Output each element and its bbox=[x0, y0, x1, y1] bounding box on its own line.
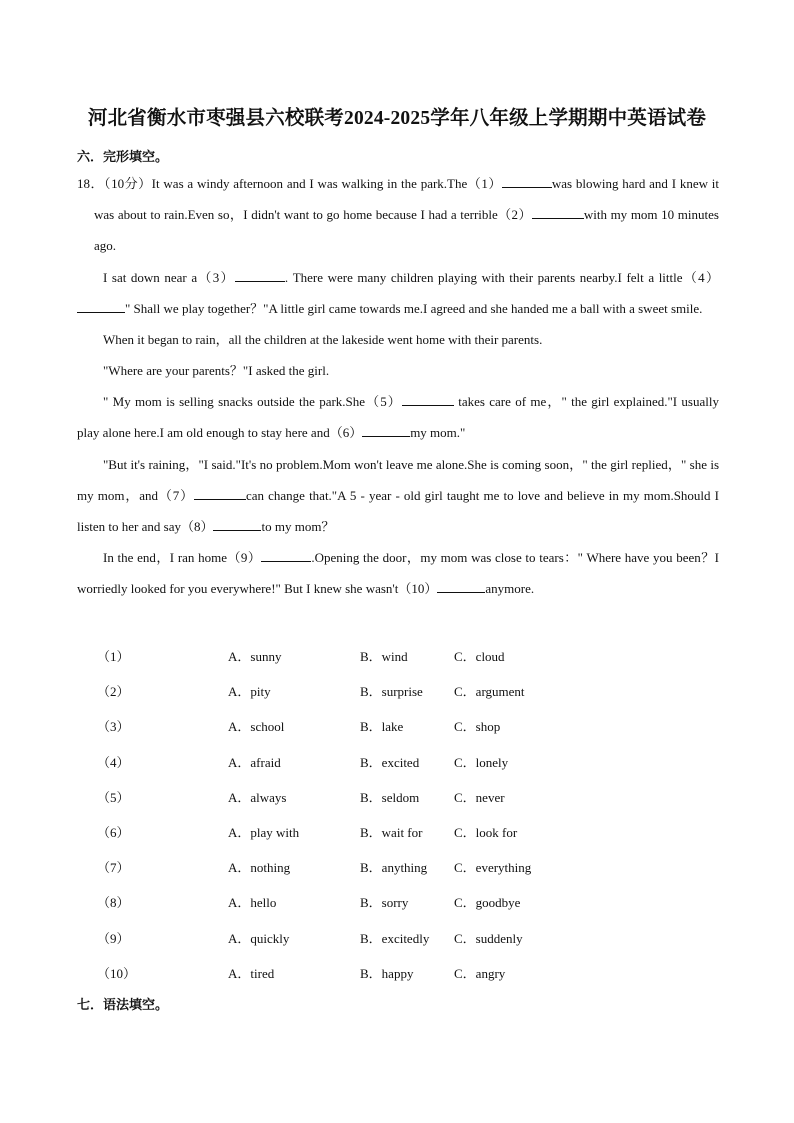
option-b: B．anything bbox=[360, 860, 428, 875]
option-c: C．cloud bbox=[454, 649, 505, 664]
passage-paragraph-7 bbox=[77, 542, 719, 604]
option-a: A．sunny bbox=[228, 649, 282, 664]
option-b: B．surprise bbox=[360, 684, 423, 699]
option-c: C．lonely bbox=[454, 755, 509, 770]
text: In the end，I ran home（9） bbox=[103, 550, 262, 565]
blank-4 bbox=[77, 300, 125, 313]
blank-8 bbox=[213, 518, 261, 531]
option-b: B．excited bbox=[360, 755, 420, 770]
option-b: B．seldom bbox=[360, 790, 420, 805]
option-c: C．look for bbox=[454, 825, 518, 840]
option-row bbox=[0, 963, 794, 983]
option-row bbox=[0, 787, 794, 807]
option-c: C．everything bbox=[454, 860, 532, 875]
option-a: A．quickly bbox=[228, 931, 290, 946]
option-row bbox=[0, 892, 794, 912]
text: anymore. bbox=[485, 581, 535, 596]
question-number: （8） bbox=[97, 895, 130, 910]
section-seven-heading: 七．语法填空。 bbox=[77, 998, 169, 1013]
passage-paragraph-2 bbox=[77, 262, 719, 324]
option-a: A．afraid bbox=[228, 755, 281, 770]
blank-6 bbox=[362, 424, 410, 437]
question-number: （6） bbox=[97, 825, 130, 840]
option-a: A．nothing bbox=[228, 860, 291, 875]
text: 18．（10分）It was a windy afternoon and I was walking in the park.The（1） bbox=[77, 176, 502, 191]
passage-paragraph-3: When it began to rain，all the children at the lakeside went home with their parents. bbox=[103, 332, 543, 347]
option-c: C．suddenly bbox=[454, 931, 523, 946]
text: . There were many children playing with their parents nearby.I felt a little（4） bbox=[284, 270, 719, 285]
option-row bbox=[0, 857, 794, 877]
question-number: （9） bbox=[97, 931, 130, 946]
passage-paragraph-5 bbox=[77, 386, 719, 448]
blank-1 bbox=[502, 175, 552, 188]
option-a: A．always bbox=[228, 790, 287, 805]
option-b: B．happy bbox=[360, 966, 414, 981]
blank-10 bbox=[437, 580, 485, 593]
text: with my mom 10 minutes ago. bbox=[94, 207, 719, 253]
blank-2 bbox=[532, 206, 584, 219]
option-a: A．hello bbox=[228, 895, 277, 910]
option-row bbox=[0, 646, 794, 666]
section-six-heading: 六．完形填空。 bbox=[77, 150, 169, 165]
option-a: A．play with bbox=[228, 825, 300, 840]
option-b: B．wait for bbox=[360, 825, 423, 840]
option-b: B．wind bbox=[360, 649, 408, 664]
option-a: A．tired bbox=[228, 966, 275, 981]
blank-5 bbox=[402, 393, 454, 406]
option-c: C．goodbye bbox=[454, 895, 521, 910]
text: can change that."A 5 - year - old girl taught me to love and believe in my mom.Should I listen to her and say（8） bbox=[77, 488, 719, 534]
question-number: （1） bbox=[97, 649, 130, 664]
text: " Shall we play together？"A little girl came towards me.I agreed and she handed me a ball with a sweet smile. bbox=[125, 301, 703, 316]
question-number: （2） bbox=[97, 684, 130, 699]
option-c: C．never bbox=[454, 790, 505, 805]
exam-title: 河北省衡水市枣强县六校联考2024-2025学年八年级上学期期中英语试卷 bbox=[87, 108, 707, 129]
option-row bbox=[0, 822, 794, 842]
option-row bbox=[0, 681, 794, 701]
option-b: B．excitedly bbox=[360, 931, 430, 946]
option-c: C．shop bbox=[454, 719, 501, 734]
passage-paragraph-1 bbox=[77, 168, 719, 261]
option-b: B．sorry bbox=[360, 895, 409, 910]
text: " My mom is selling snacks outside the park.She（5） bbox=[103, 394, 402, 409]
text: was blowing hard and I knew it was about to rain.Even so，I didn't want to go home because I had a terrible（2） bbox=[94, 176, 719, 222]
blank-9 bbox=[261, 549, 311, 562]
option-row bbox=[0, 752, 794, 772]
question-number: （4） bbox=[97, 755, 130, 770]
text: takes care of me，" the girl explained."I usually play alone here.I am old enough to stay here and（6） bbox=[77, 394, 719, 440]
passage-paragraph-6 bbox=[77, 449, 719, 542]
option-a: A．school bbox=[228, 719, 285, 734]
text: .Opening the door，my mom was close to tears：" Where have you been？I worriedly looked for you everywhere!" But I knew she wasn't（10） bbox=[77, 550, 719, 596]
blank-7 bbox=[194, 487, 246, 500]
text: I sat down near a（3） bbox=[103, 270, 235, 285]
question-number: （7） bbox=[97, 860, 130, 875]
text: to my mom？ bbox=[261, 519, 335, 534]
option-b: B．lake bbox=[360, 719, 404, 734]
question-number: （10） bbox=[97, 966, 137, 981]
option-a: A．pity bbox=[228, 684, 271, 699]
question-number: （3） bbox=[97, 719, 130, 734]
text: my mom." bbox=[410, 425, 466, 440]
passage-paragraph-4: "Where are your parents？"I asked the girl. bbox=[103, 363, 330, 378]
option-c: C．argument bbox=[454, 684, 525, 699]
option-c: C．angry bbox=[454, 966, 506, 981]
option-row bbox=[0, 928, 794, 948]
text: "But it's raining，"I said."It's no problem.Mom won't leave me alone.She is coming soon，" the girl replied，" she is my mom，and（7） bbox=[77, 457, 719, 503]
option-row bbox=[0, 716, 794, 736]
question-number: （5） bbox=[97, 790, 130, 805]
blank-3 bbox=[235, 269, 285, 282]
